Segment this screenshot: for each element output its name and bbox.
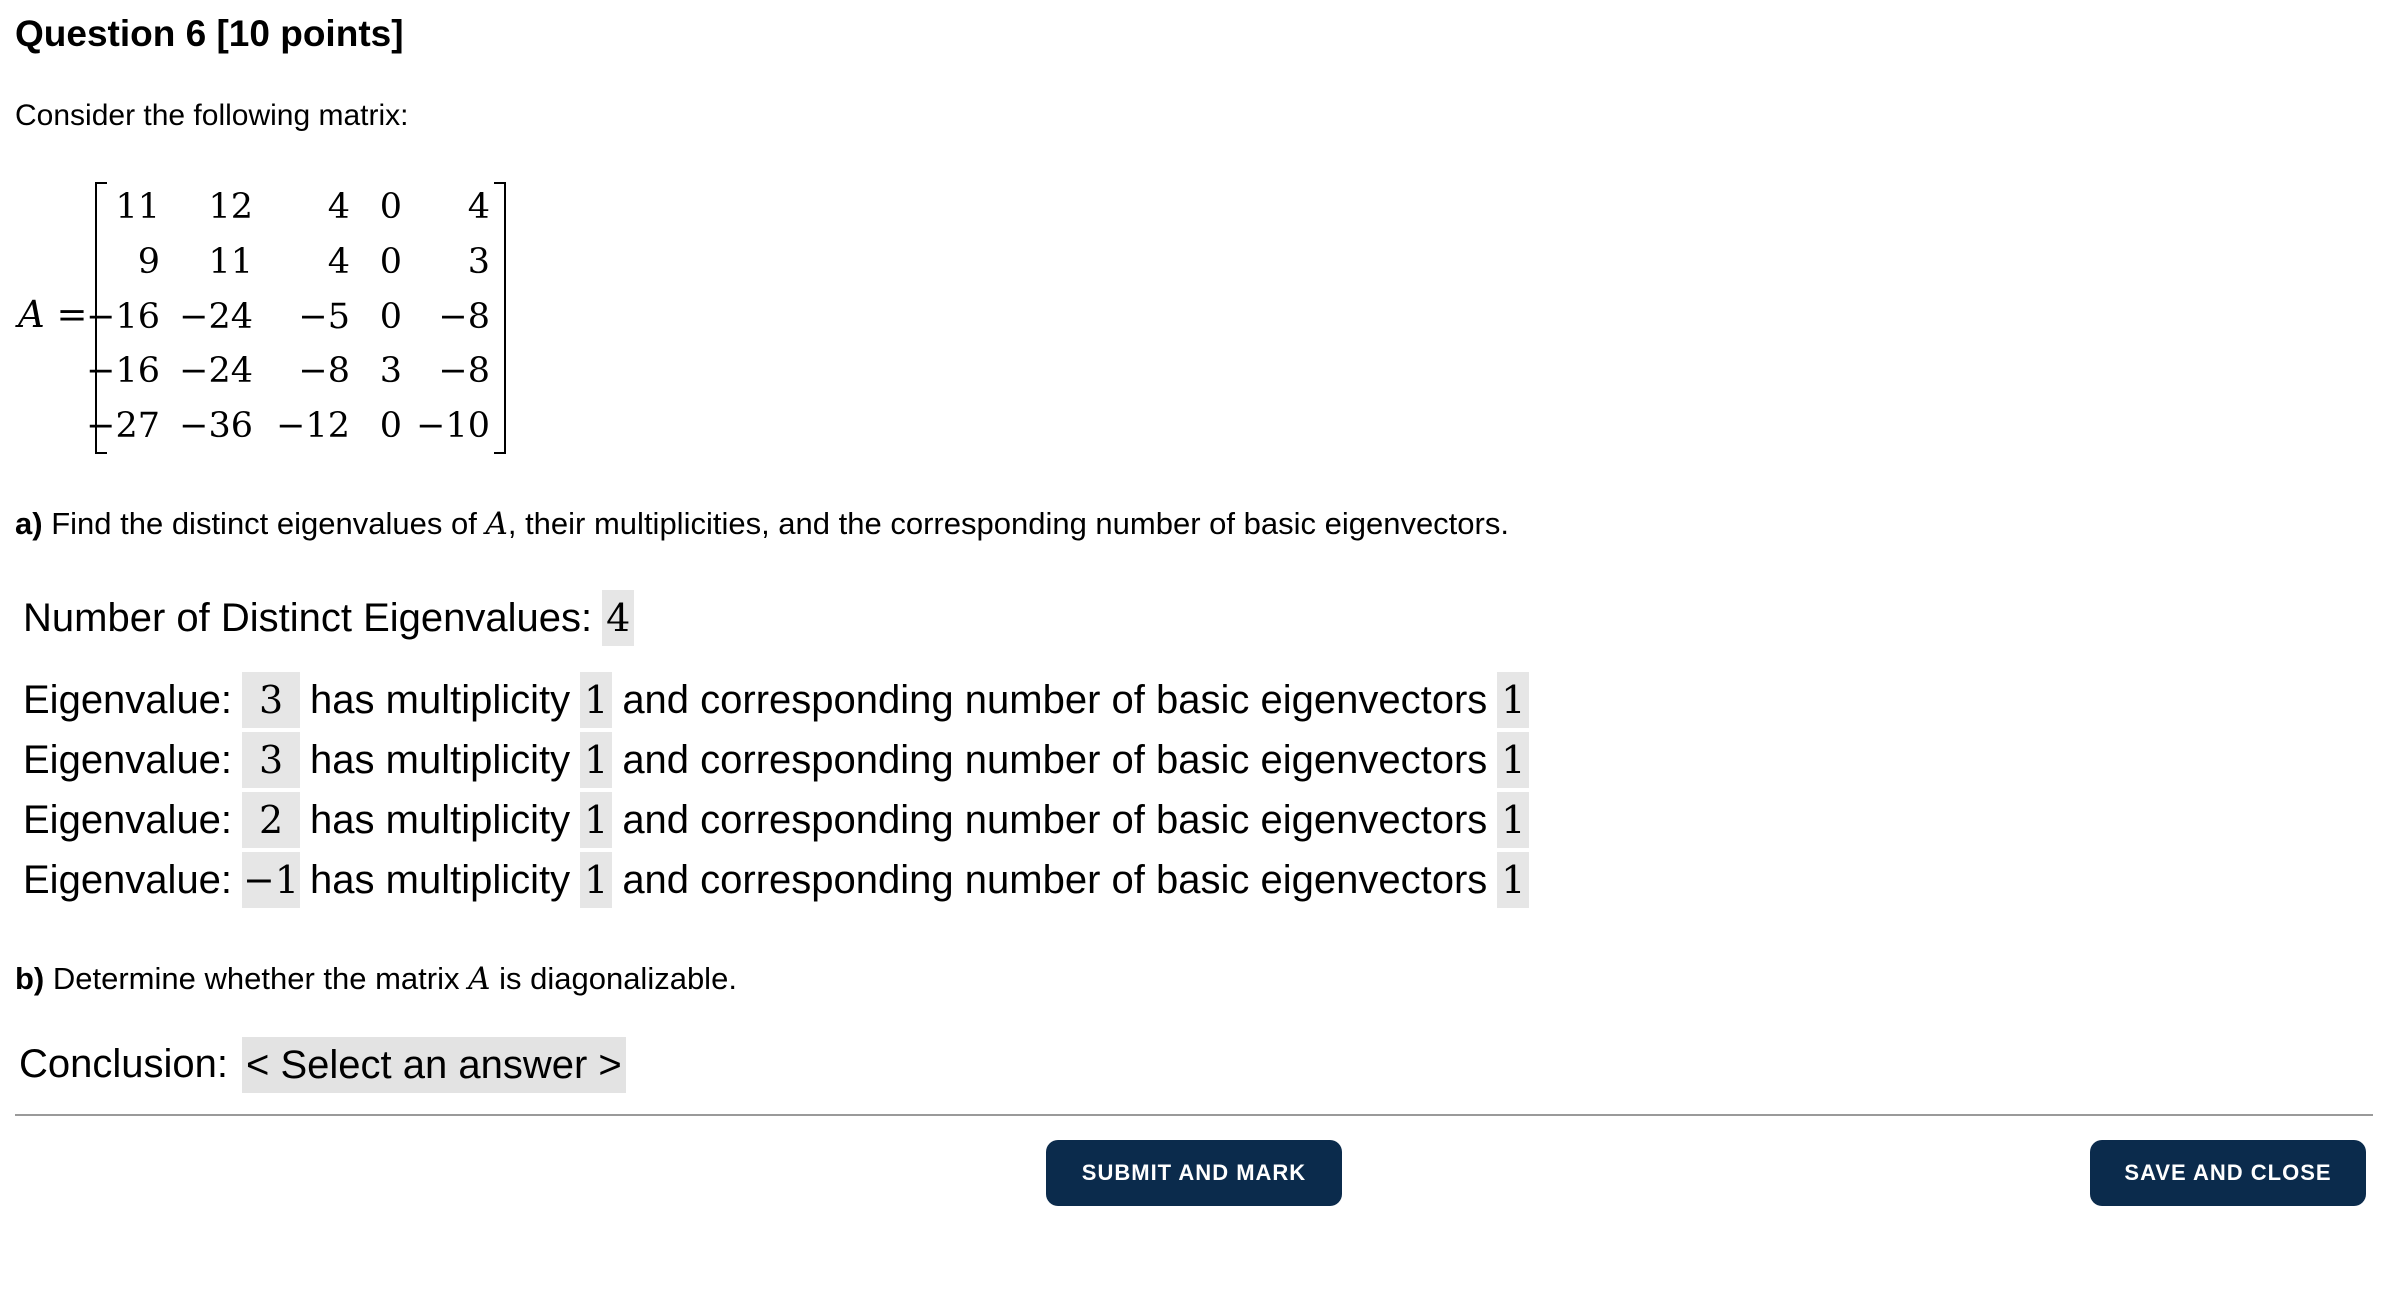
basic-eigenvectors-input[interactable]: 1 bbox=[1497, 792, 1529, 848]
part-a-text-before: Find the distinct eigenvalues of bbox=[42, 506, 486, 541]
matrix-cell: −8 bbox=[298, 351, 350, 391]
part-b-prompt bbox=[15, 958, 737, 1000]
eigenvalue-input[interactable]: 2 bbox=[242, 792, 300, 848]
basic-eigenvectors-label: and corresponding number of basic eigenvectors bbox=[622, 858, 1488, 902]
basic-eigenvectors-label: and corresponding number of basic eigenvectors bbox=[622, 738, 1488, 782]
part-b-var: A bbox=[468, 961, 491, 997]
matrix-cell: 11 bbox=[208, 242, 253, 282]
matrix-cell: −27 bbox=[86, 406, 160, 446]
part-a-label: a) bbox=[15, 506, 43, 541]
conclusion-select[interactable]: < Select an answer > bbox=[242, 1037, 626, 1093]
part-a-prompt bbox=[15, 503, 1509, 545]
multiplicity-input[interactable]: 1 bbox=[580, 672, 612, 728]
matrix-cell: 3 bbox=[379, 351, 402, 391]
multiplicity-label: has multiplicity bbox=[310, 738, 571, 782]
eigenvalue-row bbox=[23, 792, 1529, 848]
matrix-cell: −16 bbox=[86, 351, 160, 391]
multiplicity-label: has multiplicity bbox=[310, 858, 571, 902]
basic-eigenvectors-label: and corresponding number of basic eigenvectors bbox=[622, 798, 1488, 842]
matrix-label bbox=[18, 290, 88, 340]
matrix-cell: 12 bbox=[208, 187, 253, 227]
eigenvalue-label: Eigenvalue: bbox=[23, 678, 233, 722]
conclusion-label: Conclusion: bbox=[19, 1042, 229, 1086]
matrix-cell: 0 bbox=[379, 297, 402, 337]
matrix-cell: −5 bbox=[298, 297, 350, 337]
matrix-cell: −24 bbox=[179, 351, 253, 391]
matrix-cell: 4 bbox=[467, 187, 490, 227]
multiplicity-input[interactable]: 1 bbox=[580, 732, 612, 788]
matrix-cell: −12 bbox=[276, 406, 350, 446]
part-a-var: A bbox=[485, 506, 508, 542]
multiplicity-label: has multiplicity bbox=[310, 798, 571, 842]
matrix-cell: 0 bbox=[379, 406, 402, 446]
matrix-equals: = bbox=[56, 293, 88, 336]
basic-eigenvectors-label: and corresponding number of basic eigenvectors bbox=[622, 678, 1488, 722]
eigenvalue-input[interactable]: 3 bbox=[242, 672, 300, 728]
question-title: Question 6 [10 points] bbox=[15, 13, 404, 54]
matrix-cell: 0 bbox=[379, 242, 402, 282]
eigenvalue-row bbox=[23, 732, 1529, 788]
part-a-text-after: , their multiplicities, and the corresponding number of basic eigenvectors. bbox=[507, 506, 1509, 541]
part-b-text-after: is diagonalizable. bbox=[490, 961, 737, 996]
distinct-eigenvalues-input[interactable]: 4 bbox=[602, 590, 634, 646]
matrix-cell: 3 bbox=[467, 242, 490, 282]
eigenvalue-input[interactable]: −1 bbox=[242, 852, 300, 908]
multiplicity-label: has multiplicity bbox=[310, 678, 571, 722]
eigenvalue-label: Eigenvalue: bbox=[23, 858, 233, 902]
basic-eigenvectors-input[interactable]: 1 bbox=[1497, 852, 1529, 908]
matrix-cell: −36 bbox=[179, 406, 253, 446]
matrix-right-bracket bbox=[494, 182, 506, 454]
matrix-cell: −8 bbox=[438, 297, 490, 337]
eigenvalue-label: Eigenvalue: bbox=[23, 738, 233, 782]
part-b-label: b) bbox=[15, 961, 45, 996]
eigenvalue-input[interactable]: 3 bbox=[242, 732, 300, 788]
basic-eigenvectors-input[interactable]: 1 bbox=[1497, 672, 1529, 728]
matrix-cell: 11 bbox=[115, 187, 160, 227]
multiplicity-input[interactable]: 1 bbox=[580, 852, 612, 908]
multiplicity-input[interactable]: 1 bbox=[580, 792, 612, 848]
question-intro: Consider the following matrix: bbox=[15, 99, 409, 132]
eigenvalue-row bbox=[23, 672, 1529, 728]
matrix-cell: −16 bbox=[86, 297, 160, 337]
matrix-cell: −8 bbox=[438, 351, 490, 391]
matrix-name: A bbox=[18, 293, 45, 336]
matrix-cell: 4 bbox=[327, 187, 350, 227]
submit-and-mark-button[interactable]: SUBMIT AND MARK bbox=[1046, 1140, 1342, 1206]
matrix-cell: 0 bbox=[379, 187, 402, 227]
distinct-eigenvalues-label: Number of Distinct Eigenvalues: bbox=[23, 596, 593, 640]
matrix-cell: 4 bbox=[327, 242, 350, 282]
matrix-cell: −10 bbox=[416, 406, 490, 446]
save-and-close-button[interactable]: SAVE AND CLOSE bbox=[2090, 1140, 2366, 1206]
distinct-eigenvalues-line bbox=[23, 590, 634, 646]
part-b-text-before: Determine whether the matrix bbox=[44, 961, 469, 996]
eigenvalue-row bbox=[23, 852, 1529, 908]
basic-eigenvectors-input[interactable]: 1 bbox=[1497, 732, 1529, 788]
eigenvalue-label: Eigenvalue: bbox=[23, 798, 233, 842]
matrix-cell: −24 bbox=[179, 297, 253, 337]
matrix-cell: 9 bbox=[137, 242, 160, 282]
divider bbox=[15, 1114, 2373, 1116]
